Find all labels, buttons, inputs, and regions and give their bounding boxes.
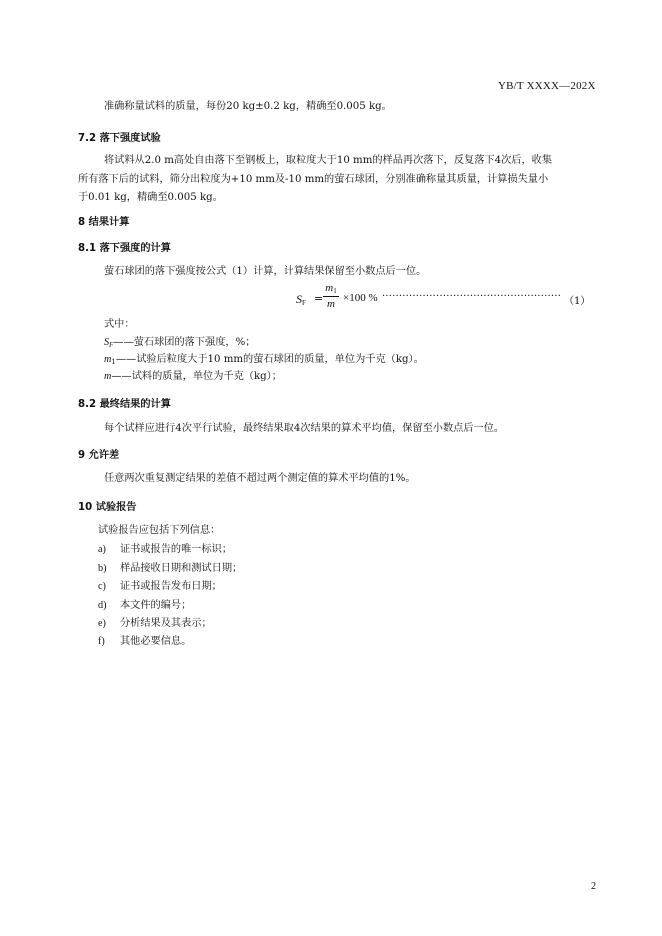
formula-lhs: $S_F$ [296,292,306,307]
para-7-2-line2: 所有落下后的试料，筛分出粒度为+10 mm及-10 mm的萤石球团，分别准确称量其质量，计算损失量小 [78,174,549,185]
formula-fraction [323,282,339,310]
list-item: c) 证书或报告发布日期； [98,581,222,592]
para-9: 任意两次重复测定结果的差值不超过两个测定值的算术平均值的1%。 [104,473,416,484]
para-8-1: 萤石球团的落下强度按公式（1）计算，计算结果保留至小数点后一位。 [104,266,427,277]
para-8-2: 每个试样应进行4次平行试验，最终结果取4次结果的算术平均值，保留至小数点后一位。 [104,423,505,434]
list-item: e) 分析结果及其表示； [98,618,212,629]
formula-numerator: $m_1$ [325,282,337,295]
formula-denominator: m [327,298,335,310]
heading-8-2: 8.2 最终结果的计算 [78,399,171,410]
page-number: 2 [591,881,596,892]
definition-m1: $m_1——$试验后粒度大于10 mm的萤石球团的质量，单位为千克（kg）。 [104,354,424,366]
list-item: b) 样品接收日期和测试日期； [98,563,243,574]
heading-8: 8 结果计算 [78,217,130,228]
formula-equals: = [314,292,324,305]
definition-m: m——试料的质量，单位为千克（kg）； [104,371,282,382]
definition-sf: $S_F——$萤石球团的落下强度，%； [104,337,256,349]
heading-8-1: 8.1 落下强度的计算 [78,243,171,254]
report-intro: 试验报告应包括下列信息： [98,525,221,536]
formula-times: ×100 % [343,292,378,304]
standard-code: YB/T XXXX—202X [498,80,596,92]
list-item: f) 其他必要信息。 [98,636,192,647]
fraction-bar [323,296,339,297]
heading-10: 10 试验报告 [78,502,137,513]
heading-9: 9 允许差 [78,450,120,461]
where-label: 式中： [104,319,135,330]
heading-7-2: 7.2 落下强度试验 [78,133,161,144]
formula-1 [296,282,606,319]
para-7-2-line1: 将试料从2.0 m高处自由落下至钢板上，取粒度大于10 mm的样品再次落下，反复落下4次后，收集 [104,155,553,166]
intro-line: 准确称量试料的质量，每份20 kg±0.2 kg，精确至0.005 kg。 [104,101,392,112]
formula-leader-dots: ····················································· [382,291,562,302]
list-item: a) 证书或报告的唯一标识； [98,544,233,555]
para-7-2-line3: 于0.01 kg，精确至0.005 kg。 [78,192,223,203]
list-item: d) 本文件的编号； [98,600,192,611]
formula-number: （1） [564,296,591,307]
